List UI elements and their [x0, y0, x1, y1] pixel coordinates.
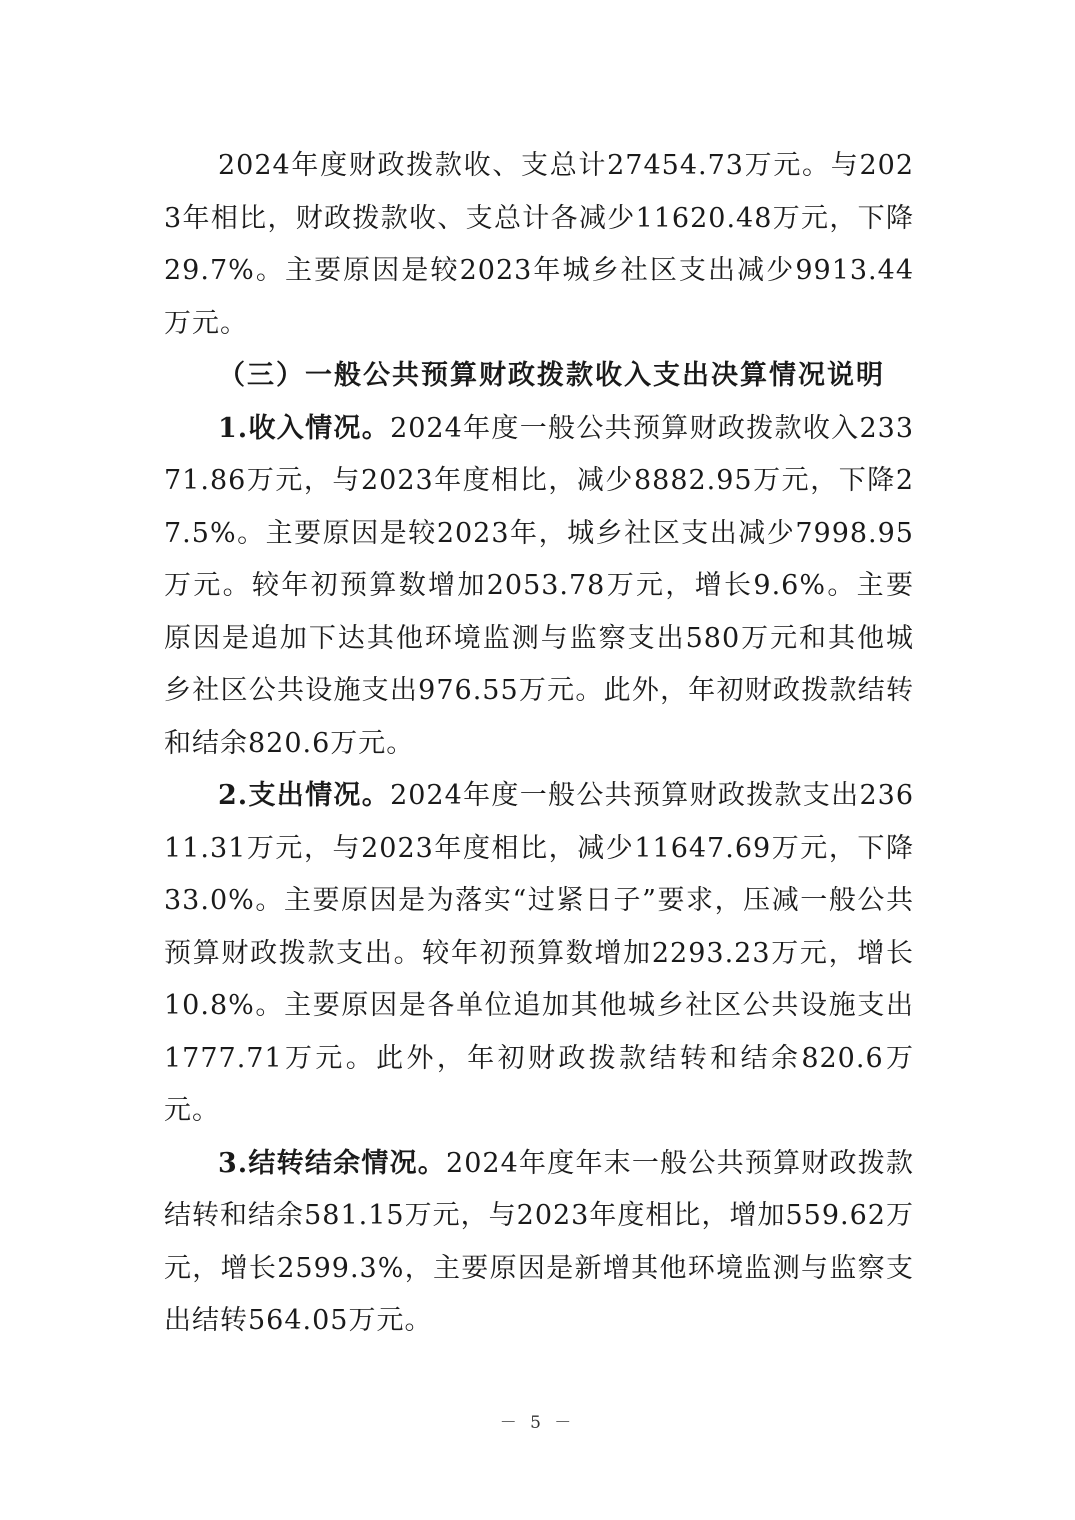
balance-lead: 3.结转结余情况。: [218, 1147, 447, 1179]
expense-lead: 2.支出情况。: [218, 780, 391, 811]
page-number: － 5 －: [499, 1413, 576, 1433]
income-lead: 1.收入情况。: [218, 412, 391, 444]
paragraph-expense: [164, 770, 914, 1138]
income-body: 2024年度一般公共预算财政拨款收入23371.86万元，与2023年度相比，减少8882.95万元，下降27.5%。主要原因是较2023年，城乡社区支出减少7998.95万元。较年初预算数增加2053.78万元，增长9.6%。主要原因是追加下达其他环境监测与监察支出580万元和其他城乡社区公共设施支出976.55万元。此外，年初财政拨款结转和结余820.6万元。: [164, 412, 914, 759]
paragraph-balance: [164, 1138, 914, 1348]
balance-body: 2024年度年末一般公共预算财政拨款结转和结余581.15万元，与2023年度相比，增加559.62万元，增长2599.3%，主要原因是新增其他环境监测与监察支出结转564.05万元。: [164, 1147, 915, 1336]
expense-body: 2024年度一般公共预算财政拨款支出23611.31万元，与2023年度相比，减少11647.69万元，下降33.0%。主要原因是为落实“过紧日子”要求，压减一般公共预算财政拨款支出。较年初预算数增加2293.23万元，增长10.8%。主要原因是各单位追加其他城乡社区公共设施支出1777.71万元。此外，年初财政拨款结转和结余820.6万元。: [164, 780, 914, 1126]
section-heading: （三）一般公共预算财政拨款收入支出决算情况说明: [218, 360, 885, 391]
paragraph-total-summary: 2024年度财政拨款收、支总计27454.73万元。与2023年相比，财政拨款收、支总计各减少11620.48万元，下降29.7%。主要原因是较2023年城乡社区支出减少9913.44万元。: [164, 150, 914, 339]
paragraph-income: [164, 403, 914, 771]
document-page: [164, 140, 914, 1348]
